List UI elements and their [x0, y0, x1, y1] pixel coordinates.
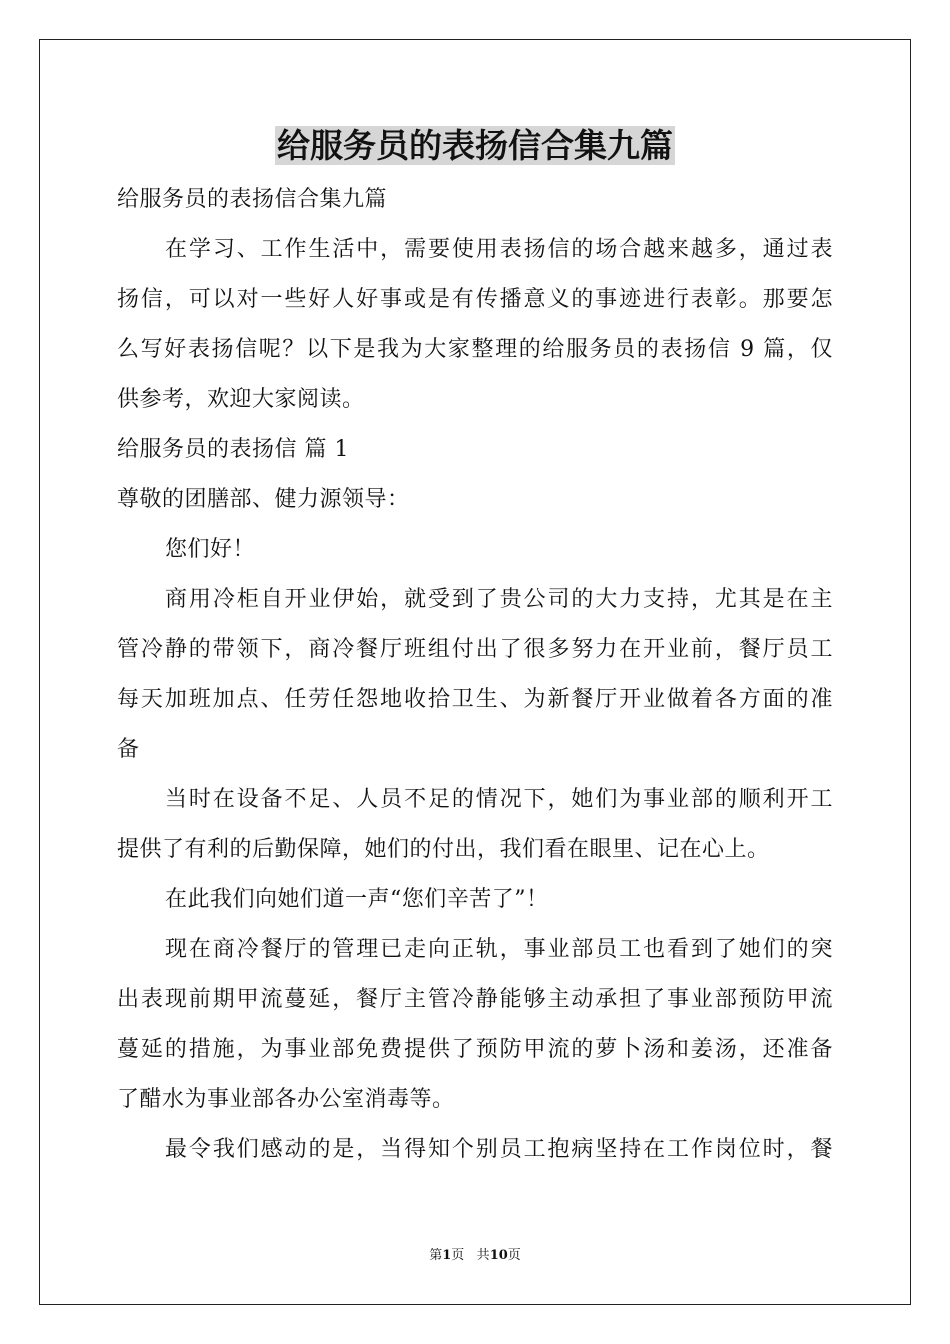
total-count: 10 — [489, 1248, 508, 1263]
body-line: 了醋水为事业部各办公室消毒等。 — [117, 1087, 455, 1112]
page-current: 1 — [442, 1248, 452, 1263]
document-body — [117, 175, 833, 1175]
salutation: 尊敬的团膳部、健力源领导： — [117, 487, 410, 512]
body-line: 蔓延的措施，为事业部免费提供了预防甲流的萝卜汤和姜汤，还准备 — [117, 1037, 833, 1062]
page-footer — [0, 1246, 950, 1266]
body-line: 么写好表扬信呢？以下是我为大家整理的给服务员的表扬信 9 篇，仅 — [117, 337, 833, 362]
body-line: 每天加班加点、任劳任怨地收拾卫生、为新餐厅开业做着各方面的准 — [117, 687, 833, 712]
body-line: 给服务员的表扬信合集九篇 — [117, 187, 388, 212]
page-suffix: 页 — [451, 1248, 465, 1263]
body-line: 商用冷柜自开业伊始，就受到了贵公司的大力支持，尤其是在主 — [165, 587, 833, 612]
total-prefix: 共 — [476, 1248, 490, 1263]
body-line: 出表现前期甲流蔓延，餐厅主管冷静能够主动承担了事业部预防甲流 — [117, 987, 833, 1012]
body-line: 供参考，欢迎大家阅读。 — [117, 387, 365, 412]
page-prefix: 第 — [429, 1248, 443, 1263]
body-line: 在此我们向她们道一声“您们辛苦了”！ — [165, 887, 549, 912]
body-line: 扬信，可以对一些好人好事或是有传播意义的事迹进行表彰。那要怎 — [117, 287, 833, 312]
document-title-text: 给服务员的表扬信合集九篇 — [277, 126, 673, 165]
section-heading: 给服务员的表扬信 篇 1 — [117, 437, 349, 462]
body-line: 在学习、工作生活中，需要使用表扬信的场合越来越多，通过表 — [165, 237, 833, 262]
body-line: 当时在设备不足、人员不足的情况下，她们为事业部的顺利开工 — [165, 787, 833, 812]
body-line: 管冷静的带领下，商冷餐厅班组付出了很多努力在开业前，餐厅员工 — [117, 637, 833, 662]
body-line: 备 — [117, 737, 140, 762]
body-line: 提供了有利的后勤保障，她们的付出，我们看在眼里、记在心上。 — [117, 837, 770, 862]
total-suffix: 页 — [507, 1248, 521, 1263]
body-line: 最令我们感动的是，当得知个别员工抱病坚持在工作岗位时，餐 — [165, 1137, 833, 1162]
body-line: 现在商冷餐厅的管理已走向正轨，事业部员工也看到了她们的突 — [165, 937, 833, 962]
document-title — [0, 122, 950, 170]
greeting: 您们好！ — [165, 537, 256, 562]
